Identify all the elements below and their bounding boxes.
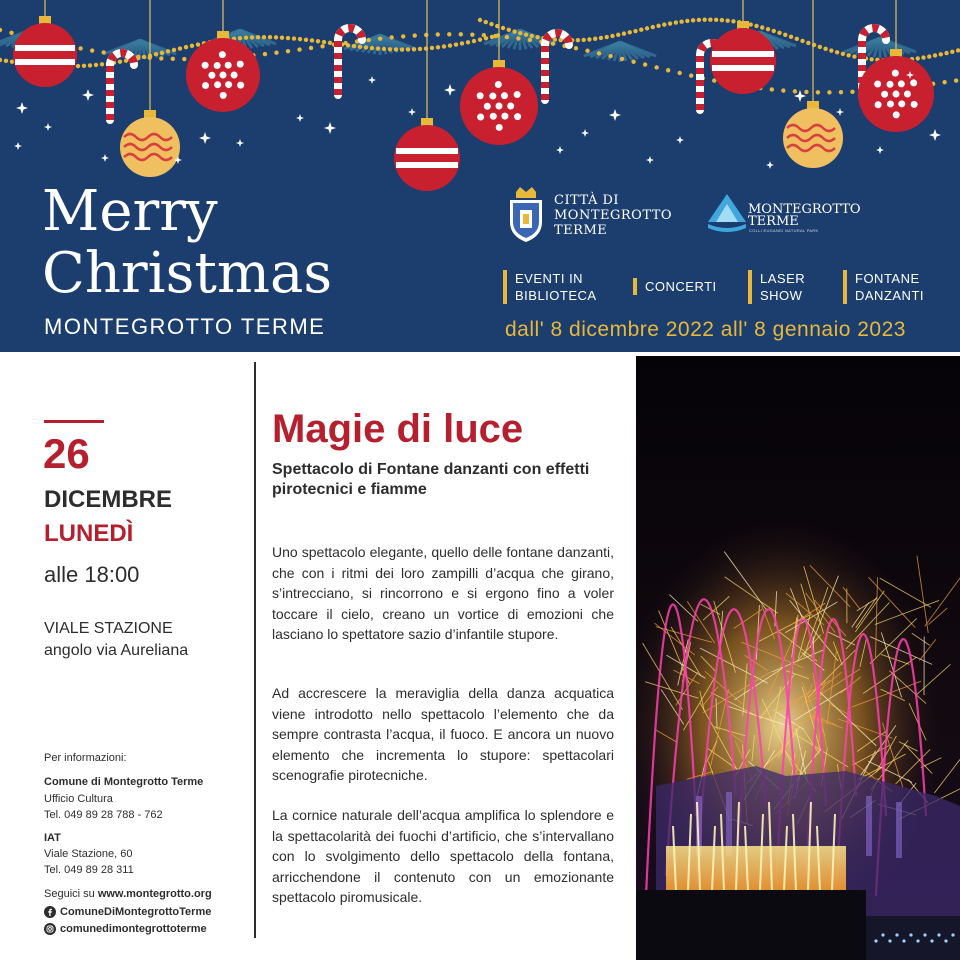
instagram-icon [44, 923, 56, 935]
date-range: dall' 8 dicembre 2022 all' 8 gennaio 2023 [505, 318, 906, 341]
instagram-link[interactable]: comunedimontegrottoterme [44, 923, 207, 935]
event-time: alle 18:00 [44, 562, 140, 587]
main-title [42, 179, 333, 306]
facebook-icon [44, 906, 56, 918]
org1-phone[interactable]: Tel. 049 89 28 788 - 762 [44, 809, 163, 821]
terme-logo-text: MONTEGROTTO TERME [748, 202, 861, 229]
title-merry: Merry [42, 179, 218, 244]
column-divider [254, 362, 256, 938]
description-paragraph-1: Uno spettacolo elegante, quello delle fontane danzanti, che con i ritmi dei loro zampilli d’acqua che girano, s’intrecciano, si rincorrono e si ergono fino a voler toccare il cielo, creano un vortice di emozioni che lasciano lo spettatore sazio d’infantile stupore. [272, 544, 614, 642]
website-link[interactable]: www.montegrotto.org [97, 888, 212, 900]
city-name: MONTEGROTTO TERME [44, 314, 326, 339]
event-subtitle: Spettacolo di Fontane danzanti con effetti pirotecnici e fiamme [272, 461, 590, 498]
city-crest-icon [504, 186, 548, 244]
terme-logo-tagline: COLLI EUGANEI NATURAL PARK [749, 228, 819, 233]
category-biblioteca: EVENTI IN BIBLIOTECA [503, 270, 597, 304]
montegrotto-terme-logo-icon [706, 192, 748, 236]
event-title: Magie di luce [272, 407, 524, 451]
category-fontane-danzanti: FONTANE DANZANTI [843, 270, 924, 304]
event-day: 26 [43, 430, 90, 477]
city-logo-text: CITTÀ DI MONTEGROTTO TERME [554, 193, 673, 238]
org2-name: IAT [44, 832, 61, 844]
fireworks-fountain-photo [636, 356, 960, 960]
date-accent-rule [44, 420, 104, 423]
event-place-detail: angolo via Aureliana [44, 642, 189, 659]
org1-office: Ufficio Cultura [44, 793, 113, 805]
title-christmas: Christmas [42, 241, 333, 306]
facebook-link[interactable]: ComuneDiMontegrottoTerme [44, 906, 211, 918]
header-banner [0, 0, 960, 352]
org1-name: Comune di Montegrotto Terme [44, 776, 204, 788]
description-paragraph-3: La cornice naturale dell’acqua amplifica lo splendore e la spettacolarità dei fuochi d’artificio, che s’intervallano con lo svolgimento dello spettacolo della fontana, arricchendone il contenuto con un emozionante spettacolo piromusicale. [272, 807, 614, 905]
info-heading: Per informazioni: [44, 752, 127, 764]
event-place: VIALE STAZIONE [44, 620, 173, 637]
org2-phone[interactable]: Tel. 049 89 28 311 [44, 864, 134, 876]
description-paragraph-2: Ad accrescere la meraviglia della danza acquatica viene introdotto nello spettacolo l’elemento che da sempre contrasta l’acqua, il fuoco. E ancora un nuovo elemento che incrementa lo stupore: spettacolari scenografie pirotecniche. [272, 685, 614, 783]
event-weekday: LUNEDÌ [44, 520, 134, 547]
category-concerti: CONCERTI [633, 278, 717, 295]
event-month: DICEMBRE [44, 486, 173, 513]
christmas-decoration [0, 0, 960, 200]
follow-line: Seguici su www.montegrotto.org [44, 888, 212, 900]
category-laser-show: LASER SHOW [748, 270, 805, 304]
org2-address: Viale Stazione, 60 [44, 848, 133, 860]
